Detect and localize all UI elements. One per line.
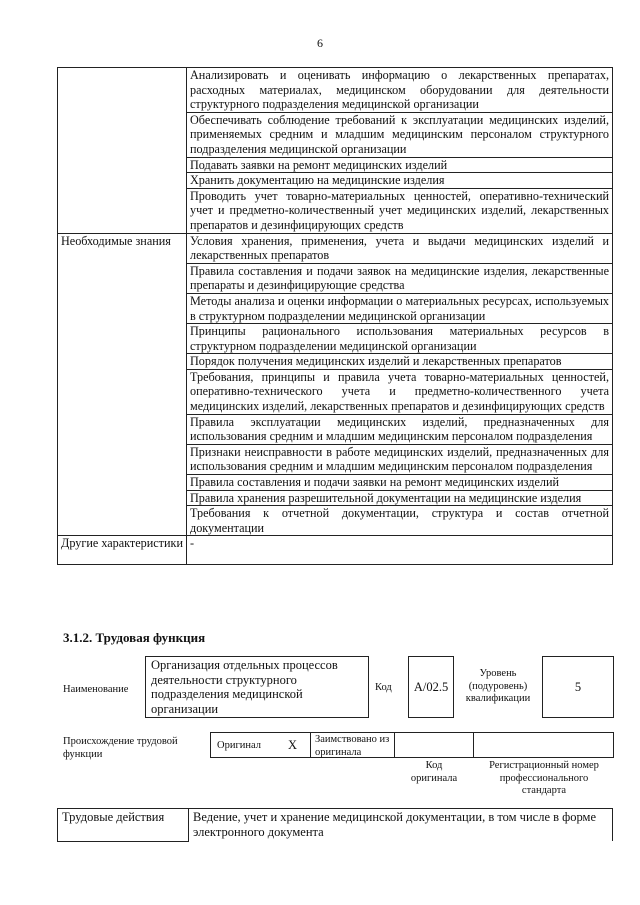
- knowledge-item: Признаки неисправности в работе медицинских изделий, предназначенных для использования средним и младшим медицинским персоналом подразделения: [187, 444, 613, 474]
- table-row: [58, 68, 613, 113]
- other-value: -: [187, 536, 613, 565]
- name-value: Организация отдельных процессов деятельности структурного подразделения медицинской организации: [145, 656, 369, 718]
- knowledge-item: Правила хранения разрешительной документации на медицинские изделия: [187, 490, 613, 506]
- page-number: 6: [317, 36, 323, 50]
- name-label: Наименование: [63, 684, 129, 695]
- skill-item: Проводить учет товарно-материальных ценностей, оперативно-технический учет и предметно-количественный учет медицинских изделий, лекарственных препаратов и дезинфицирующих средств: [187, 188, 613, 233]
- table-row: [58, 233, 613, 263]
- row-label: [58, 68, 187, 234]
- borrowed-cell: [310, 732, 395, 758]
- reg-number-cell: [473, 732, 614, 758]
- level-label: Уровень (подуровень) квалификации: [465, 668, 531, 704]
- borrowed-label: Заимствовано из оригинала: [315, 734, 390, 758]
- table-row: [58, 536, 613, 565]
- knowledge-label: Необходимые знания: [58, 233, 187, 536]
- knowledge-item: Правила составления и подачи заявок на медицинские изделия, лекарственные препараты и дезинфицирующие средства: [187, 263, 613, 293]
- knowledge-item: Принципы рационального использования материальных ресурсов в структурном подразделении медицинской организации: [187, 324, 613, 354]
- level-value: 5: [542, 656, 614, 718]
- skill-item: Анализировать и оценивать информацию о лекарственных препаратах, расходных материалах, медицинском оборудовании для деятельности структурного подразделения медицинской организации: [187, 68, 613, 113]
- code-original-cell: [394, 732, 474, 758]
- knowledge-item: Порядок получения медицинских изделий и лекарственных препаратов: [187, 354, 613, 370]
- reg-number-label: Регистрационный номер профессионального стандарта: [489, 760, 599, 796]
- skill-item: Обеспечивать соблюдение требований к эксплуатации медицинских изделий, применяемых средним и младшим медицинским персоналом структурного подразделения медицинской организации: [187, 112, 613, 157]
- origin-label: Происхождение трудовой функции: [63, 736, 178, 760]
- actions-label: Трудовые действия: [58, 809, 189, 842]
- original-mark: X: [288, 738, 298, 752]
- code-label: Код: [375, 682, 392, 693]
- section-title: 3.1.2. Трудовая функция: [63, 630, 206, 645]
- skill-item: Хранить документацию на медицинские изделия: [187, 173, 613, 189]
- table-row: [58, 809, 613, 842]
- knowledge-item: Требования к отчетной документации, структура и состав отчетной документации: [187, 506, 613, 536]
- knowledge-item: Методы анализа и оценки информации о материальных ресурсах, используемых в структурном подразделении медицинской организации: [187, 293, 613, 323]
- skill-item: Подавать заявки на ремонт медицинских изделий: [187, 157, 613, 173]
- labour-actions-table: [57, 808, 613, 842]
- other-label: Другие характеристики: [58, 536, 187, 565]
- knowledge-item: Правила эксплуатации медицинских изделий, предназначенных для использования средним и младшим медицинским персоналом подразделения: [187, 414, 613, 444]
- original-label: Оригинал: [217, 740, 261, 751]
- knowledge-item: Условия хранения, применения, учета и выдачи медицинских изделий и лекарственных препаратов: [187, 233, 613, 263]
- requirements-table: [57, 67, 613, 565]
- code-original-label: Код оригинала: [410, 760, 458, 784]
- knowledge-item: Правила составления и подачи заявки на ремонт медицинских изделий: [187, 475, 613, 491]
- code-value: A/02.5: [408, 656, 454, 718]
- action-item: Ведение, учет и хранение медицинской документации, в том числе в форме электронного документа: [189, 809, 613, 842]
- knowledge-item: Требования, принципы и правила учета товарно-материальных ценностей, оперативно-технического учета и предметно-количественного учета медицинских изделий, лекарственных препаратов и дезинфицирующих средств: [187, 369, 613, 414]
